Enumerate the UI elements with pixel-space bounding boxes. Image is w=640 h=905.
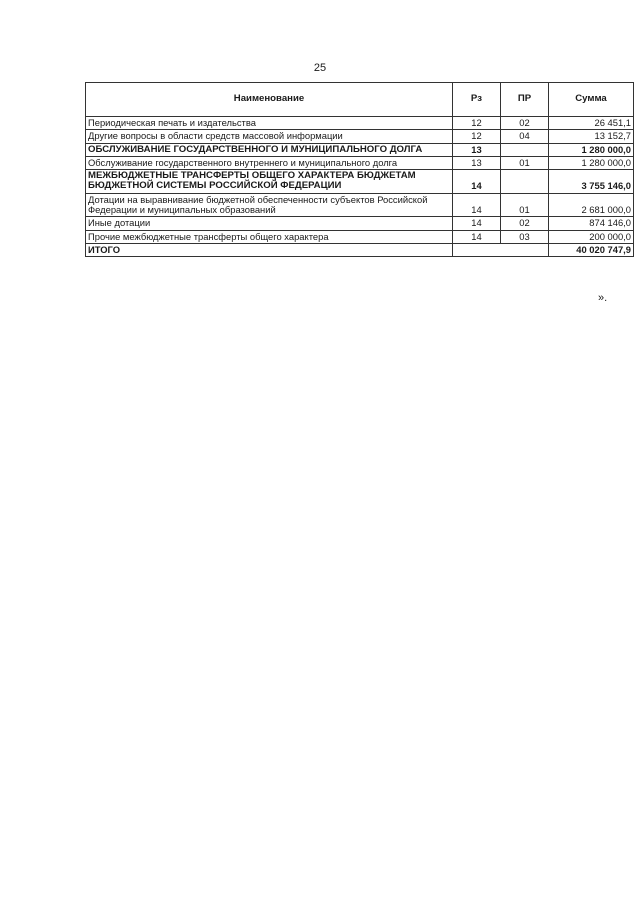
row-sum: 2 681 000,0 <box>549 193 634 217</box>
table-row-total <box>86 243 634 256</box>
table-header-row <box>86 83 634 117</box>
total-empty-cell <box>453 243 549 256</box>
row-pr: 02 <box>501 117 549 130</box>
header-name: Наименование <box>86 83 453 117</box>
row-pr: 02 <box>501 217 549 230</box>
total-sum: 40 020 747,9 <box>549 243 634 256</box>
budget-table <box>85 82 634 257</box>
row-sum: 200 000,0 <box>549 230 634 243</box>
row-sum: 13 152,7 <box>549 130 634 143</box>
row-sum: 3 755 146,0 <box>549 170 634 193</box>
row-name: ОБСЛУЖИВАНИЕ ГОСУДАРСТВЕННОГО И МУНИЦИПАЛЬНОГО ДОЛГА <box>86 143 453 156</box>
header-rz: Рз <box>453 83 501 117</box>
table-row <box>86 117 634 130</box>
row-rz: 14 <box>453 170 501 193</box>
page-number: 25 <box>313 62 327 74</box>
row-rz: 12 <box>453 117 501 130</box>
closing-quote-mark: ». <box>598 292 608 304</box>
row-name: Обслуживание государственного внутреннего и муниципального долга <box>86 157 453 170</box>
row-rz: 13 <box>453 157 501 170</box>
table-row-section <box>86 170 634 193</box>
row-pr: 01 <box>501 157 549 170</box>
row-pr: 01 <box>501 193 549 217</box>
row-name: Дотации на выравнивание бюджетной обеспеченности субъектов Российской Федерации и муниципальных образований <box>86 193 453 217</box>
row-pr <box>501 143 549 156</box>
row-rz: 14 <box>453 217 501 230</box>
row-sum: 874 146,0 <box>549 217 634 230</box>
row-name: Прочие межбюджетные трансферты общего характера <box>86 230 453 243</box>
row-name: Иные дотации <box>86 217 453 230</box>
header-sum: Сумма <box>549 83 634 117</box>
row-pr: 03 <box>501 230 549 243</box>
row-rz: 14 <box>453 230 501 243</box>
table-row <box>86 157 634 170</box>
table-row <box>86 193 634 217</box>
row-sum: 1 280 000,0 <box>549 143 634 156</box>
row-rz: 13 <box>453 143 501 156</box>
row-name: МЕЖБЮДЖЕТНЫЕ ТРАНСФЕРТЫ ОБЩЕГО ХАРАКТЕРА БЮДЖЕТАМ БЮДЖЕТНОЙ СИСТЕМЫ РОССИЙСКОЙ ФЕДЕРАЦИИ <box>86 170 453 193</box>
table-row <box>86 217 634 230</box>
table-row <box>86 230 634 243</box>
row-pr: 04 <box>501 130 549 143</box>
table-body <box>86 117 634 257</box>
row-rz: 14 <box>453 193 501 217</box>
header-pr: ПР <box>501 83 549 117</box>
total-label: ИТОГО <box>86 243 453 256</box>
row-pr <box>501 170 549 193</box>
row-name: Периодическая печать и издательства <box>86 117 453 130</box>
row-sum: 26 451,1 <box>549 117 634 130</box>
table-row <box>86 130 634 143</box>
row-name: Другие вопросы в области средств массовой информации <box>86 130 453 143</box>
row-sum: 1 280 000,0 <box>549 157 634 170</box>
table-row-section <box>86 143 634 156</box>
row-rz: 12 <box>453 130 501 143</box>
